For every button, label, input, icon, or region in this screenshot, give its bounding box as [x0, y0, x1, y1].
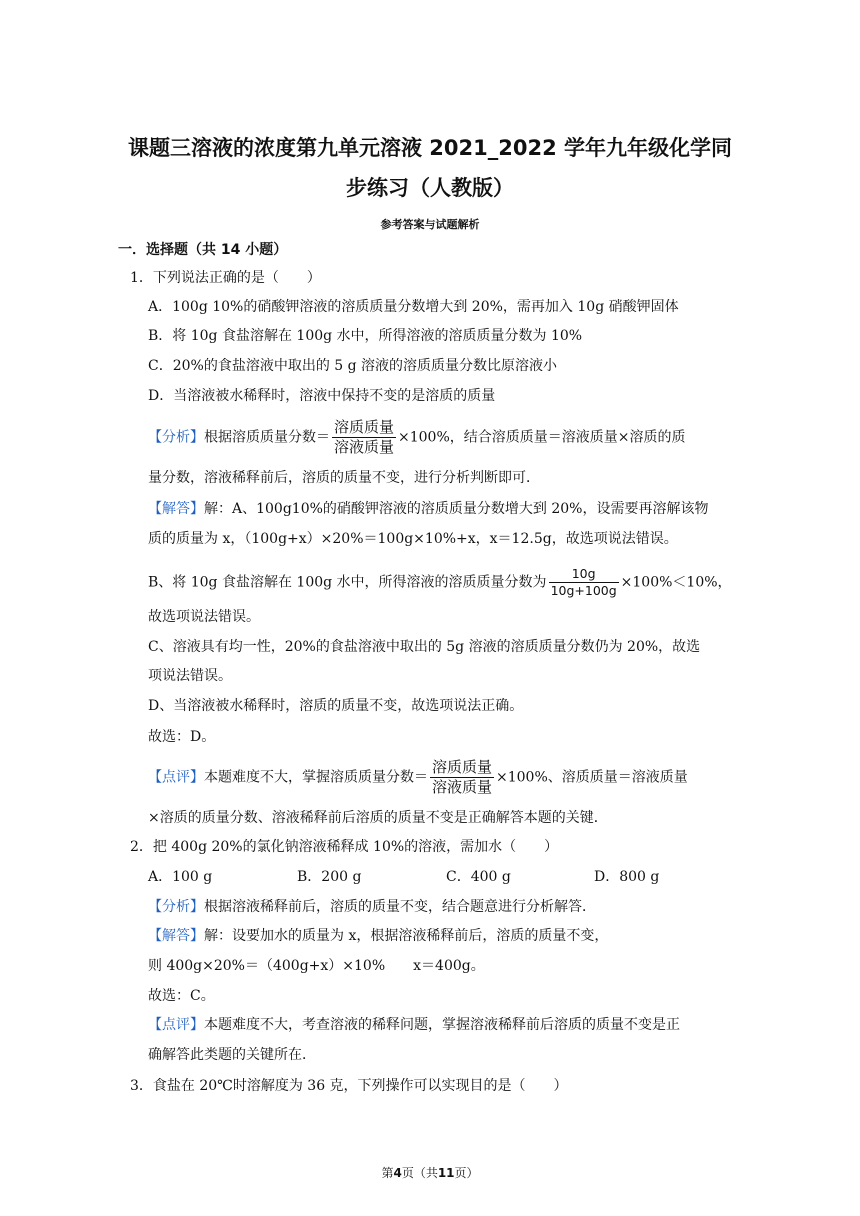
- q1-comment-text: 本题难度不大，掌握溶质质量分数＝: [204, 769, 428, 786]
- q1-comment: [148, 758, 688, 797]
- q2-analysis: [148, 897, 596, 917]
- solution-tag: 【解答】: [148, 928, 204, 944]
- q1-analysis-text: 根据溶质质量分数＝: [204, 429, 330, 446]
- q1-option-b: B．将 10g 食盐溶解在 100g 水中，所得溶液的溶质质量分数为 10%: [148, 328, 583, 344]
- q2-answer: 故选：C。: [148, 988, 215, 1004]
- q1-solution-text: 解：A、100g10%的硝酸钾溶液的溶质质量分数增大到 20%，设需要再溶解该物: [204, 501, 709, 517]
- footer-text: 页）: [454, 1166, 479, 1180]
- q1-answer: 故选：D。: [148, 729, 216, 745]
- q2-comment-line-2: 确解答此类题的关键所在．: [148, 1047, 316, 1063]
- q1-solution-b-text: B、将 10g 食盐溶解在 100g 水中，所得溶液的溶质质量分数为: [148, 574, 547, 591]
- page-number: 4: [393, 1166, 402, 1180]
- document-title-line-1: 课题三溶液的浓度第九单元溶液 2021_2022 学年九年级化学同: [127, 136, 732, 160]
- q2-stem: 2．把 400g 20%的氯化钠溶液稀释成 10%的溶液，需加水（ ）: [130, 839, 559, 855]
- salt-fraction-formula: [549, 566, 619, 599]
- q2-solution-text: 解：设要加水的质量为 x，根据溶液稀释前后，溶质的质量不变，: [204, 928, 609, 944]
- q1-analysis: [148, 418, 686, 457]
- answer-key-subtitle: 参考答案与试题解析: [380, 218, 480, 231]
- q1-solution-line-2: 质的质量为 x，（100g+x）×20%＝100g×10%+x，x＝12.5g，故选项说法错误。: [148, 531, 678, 547]
- q1-stem: 1．下列说法正确的是（ ）: [130, 270, 321, 286]
- q2-comment: [148, 1015, 680, 1035]
- mass-fraction-formula: [332, 418, 396, 457]
- q1-option-d: D．当溶液被水稀释时，溶液中保持不变的是溶质的质量: [148, 388, 496, 404]
- q2-solution: [148, 926, 608, 946]
- q1-solution-d: D、当溶液被水稀释时，溶质的质量不变，故选项说法正确。: [148, 698, 524, 714]
- q1-solution-c: C、溶液具有均一性，20%的食盐溶液中取出的 5g 溶液的溶质质量分数仍为 20%，故选: [148, 639, 701, 655]
- mass-fraction-formula: [430, 758, 494, 797]
- q2-analysis-text: 根据溶液稀释前后，溶质的质量不变，结合题意进行分析解答．: [204, 899, 596, 915]
- footer-text: 页（共: [401, 1166, 438, 1180]
- analysis-tag: 【分析】: [148, 899, 204, 915]
- footer-text: 第: [381, 1166, 394, 1180]
- q3-stem: 3．食盐在 20℃时溶解度为 36 克，下列操作可以实现目的是（ ）: [130, 1078, 568, 1094]
- comment-tag: 【点评】: [148, 769, 204, 786]
- q1-solution-b-text-2: ×100%＜10%，: [620, 574, 732, 591]
- q2-solution-line-2: 则 400g×20%＝（400g+x）×10% x＝400g。: [148, 958, 485, 974]
- comment-tag: 【点评】: [148, 1017, 204, 1033]
- q1-solution: [148, 499, 708, 519]
- document-title-line-2: 步练习（人教版）: [346, 176, 514, 200]
- total-pages: 11: [437, 1166, 455, 1180]
- q1-solution-b: [148, 566, 732, 599]
- q1-comment-line-2: ×溶质的质量分数、溶液稀释前后溶质的质量不变是正确解答本题的关键．: [148, 810, 608, 826]
- q1-option-a: A．100g 10%的硝酸钾溶液的溶质质量分数增大到 20%，需再加入 10g 硝酸钾固体: [148, 299, 679, 315]
- section-heading: 一．选择题（共 14 小题）: [118, 242, 288, 258]
- q2-option-d: D．800 g: [594, 869, 660, 885]
- q1-analysis-line-2: 量分数，溶液稀释前后，溶质的质量不变，进行分析判断即可．: [148, 470, 540, 486]
- fraction-numerator: 溶质质量: [334, 418, 395, 436]
- page-footer: [0, 1164, 860, 1181]
- fraction-denominator: 溶液质量: [334, 438, 395, 456]
- fraction-numerator: 10g: [549, 566, 619, 583]
- analysis-tag: 【分析】: [148, 429, 204, 446]
- q1-solution-b-line-2: 故选项说法错误。: [148, 609, 260, 625]
- q2-option-b: B．200 g: [297, 869, 362, 885]
- q2-comment-text: 本题难度不大，考查溶液的稀释问题，掌握溶液稀释前后溶质的质量不变是正: [204, 1017, 680, 1033]
- q1-comment-text-2: ×100%、溶质质量＝溶液质量: [496, 769, 688, 786]
- q1-solution-c-line-2: 项说法错误。: [148, 668, 232, 684]
- q1-option-c: C．20%的食盐溶液中取出的 5 g 溶液的溶质质量分数比原溶液小: [148, 358, 558, 374]
- fraction-denominator: 溶液质量: [432, 778, 493, 796]
- solution-tag: 【解答】: [148, 501, 204, 517]
- q2-option-c: C．400 g: [446, 869, 511, 885]
- q1-analysis-text-2: ×100%，结合溶质质量＝溶液质量×溶质的质: [398, 429, 686, 446]
- fraction-denominator: 10g+100g: [550, 583, 617, 598]
- fraction-numerator: 溶质质量: [432, 758, 493, 776]
- q2-option-a: A．100 g: [148, 869, 213, 885]
